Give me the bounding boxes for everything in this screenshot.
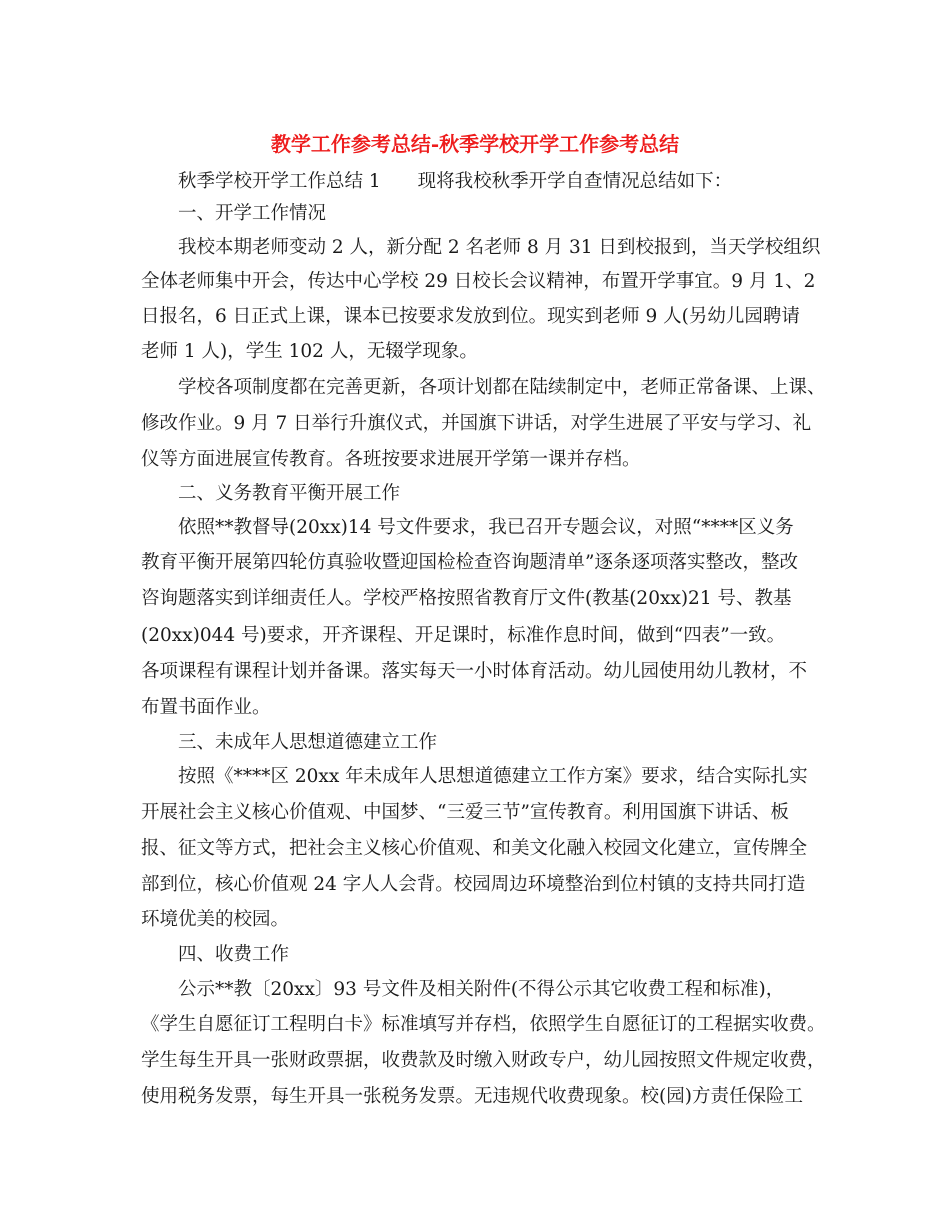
body-line: 按照《****区 20xx 年未成年人思想道德建立工作方案》要求，结合实际扎实 <box>178 766 808 787</box>
body-line: 教育平衡开展第四轮仿真验收暨迎国检检查咨询题清单”逐条逐项落实整改，整改 <box>141 552 798 573</box>
section-heading: 二、义务教育平衡开展工作 <box>178 483 401 504</box>
body-line: 学生每生开具一张财政票据，收费款及时缴入财政专户，幼儿园按照文件规定收费， <box>141 1050 826 1071</box>
body-line: 仪等方面进展宣传教育。各班按要求进展开学第一课并存档。 <box>141 449 641 470</box>
body-line: 咨询题落实到详细责任人。学校严格按照省教育厅文件(教基(20xx)21 号、教基 <box>141 588 792 609</box>
body-line: 布置书面作业。 <box>141 697 271 718</box>
body-line: 开展社会主义核心价值观、中国梦、“三爱三节”宣传教育。利用国旗下讲话、板 <box>141 802 789 823</box>
body-line: 公示**教〔20xx〕93 号文件及相关附件(不得公示其它收费工程和标准)， <box>178 979 785 1000</box>
body-line: (20xx)044 号)要求，开齐课程、开足课时，标准作息时间，做到“四表”一致。 <box>141 625 786 646</box>
body-line: 日报名，6 日正式上课，课本已按要求发放到位。现实到老师 9 人(另幼儿园聘请 <box>141 306 800 327</box>
section-heading: 一、开学工作情况 <box>178 203 327 224</box>
body-line: 使用税务发票，每生开具一张税务发票。无违规代收费现象。校(园)方责任保险工 <box>141 1086 803 1107</box>
body-line: 环境优美的校园。 <box>141 909 290 930</box>
body-line: 各项课程有课程计划并备课。落实每天一小时体育活动。幼儿园使用幼儿教材，不 <box>141 661 808 682</box>
section-heading: 四、收费工作 <box>178 944 290 965</box>
document-title: 教学工作参考总结-秋季学校开学工作参考总结 <box>270 132 680 156</box>
body-line: 全体老师集中开会，传达中心学校 29 日校长会议精神，布置开学事宜。9 月 1、2 <box>141 271 816 292</box>
body-line: 修改作业。9 月 7 日举行升旗仪式，并国旗下讲话，对学生进展了平安与学习、礼 <box>141 413 812 434</box>
body-line: 报、征文等方式，把社会主义核心价值观、和美文化融入校园文化建立，宣传牌全 <box>141 838 808 859</box>
body-line: 老师 1 人)，学生 102 人，无辍学现象。 <box>141 341 478 362</box>
body-line: 学校各项制度都在完善更新，各项计划都在陆续制定中，老师正常备课、上课、 <box>178 377 826 398</box>
body-line: 依照**教督导(20xx)14 号文件要求，我已召开专题会议，对照“****区义务 <box>178 517 794 538</box>
section-heading: 三、未成年人思想道德建立工作 <box>178 732 438 753</box>
body-line: 部到位，核心价值观 24 字人人会背。校园周边环境整治到位村镇的支持共同打造 <box>141 874 806 895</box>
body-line: 秋季学校开学工作总结 1 现将我校秋季开学自查情况总结如下： <box>178 171 733 192</box>
body-line: 《学生自愿征订工程明白卡》标准填写并存档，依照学生自愿征订的工程据实收费。 <box>141 1014 826 1035</box>
body-line: 我校本期老师变动 2 人，新分配 2 名老师 8 月 31 日到校报到，当天学校组织 <box>178 237 821 258</box>
